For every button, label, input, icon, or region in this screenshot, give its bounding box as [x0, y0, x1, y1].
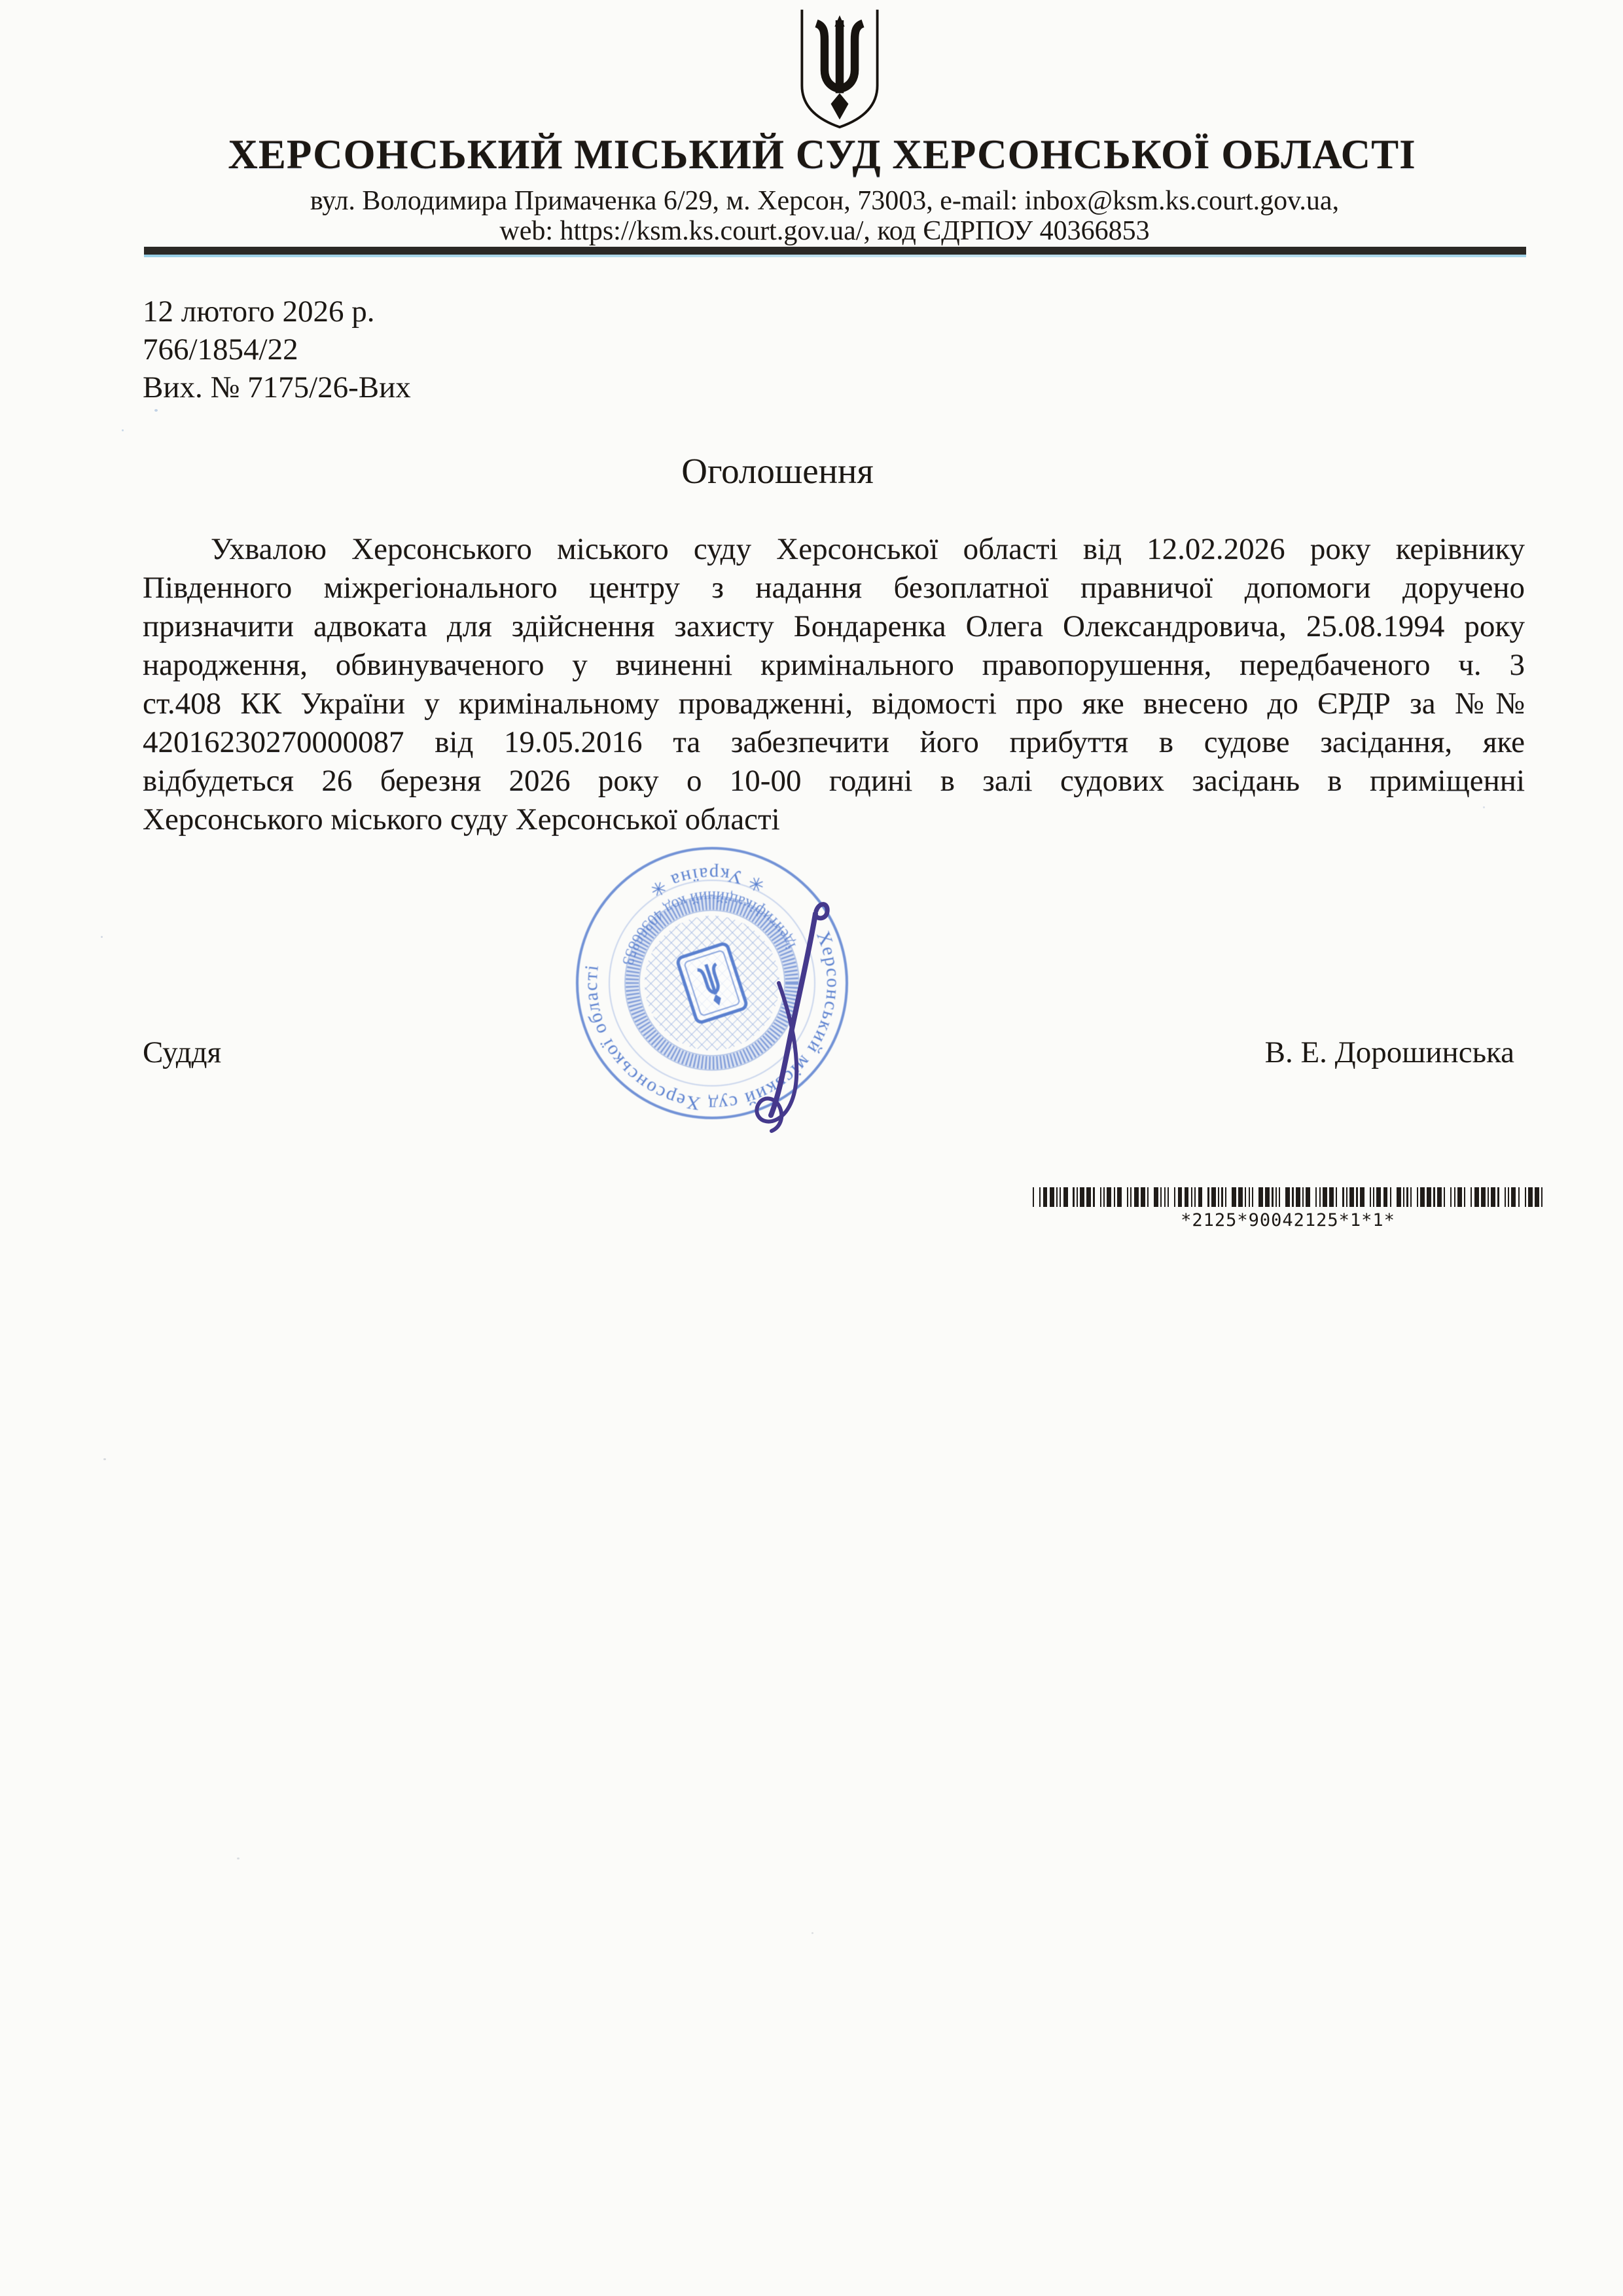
- announcement-paragraph: [143, 530, 1525, 839]
- scan-speckle: [154, 409, 158, 412]
- barcode-label: *2125*90042125*1*1*: [1181, 1210, 1395, 1230]
- body-line: народження, обвинуваченого у вчиненні кримінального правопорушення, передбаченого ч. 3: [143, 648, 1525, 682]
- body-line: Ухвалою Херсонського міського суду Херсонської області від 12.02.2026 року керівнику: [211, 532, 1525, 566]
- scan-speckle: [237, 1857, 240, 1859]
- body-line: 42016230270000087 від 19.05.2016 та забезпечити його прибуття в судове засідання, яке: [143, 725, 1525, 759]
- court-address-line: вул. Володимира Примаченка 6/29, м. Херсон, 73003, e-mail: inbox@ksm.ks.court.gov.ua,: [310, 186, 1340, 216]
- trident-emblem-icon: [788, 5, 891, 131]
- barcode: [1033, 1187, 1543, 1230]
- body-line: Південного міжрегіонального центру з надання безоплатної правничої допомоги доручено: [143, 571, 1525, 605]
- court-name: ХЕРСОНСЬКИЙ МІСЬКИЙ СУД ХЕРСОНСЬКОЇ ОБЛАСТІ: [228, 132, 1416, 177]
- body-line: відбудеться 26 березня 2026 року о 10-00 годині в залі судових засідань в приміщенні: [143, 764, 1525, 798]
- case-number: 766/1854/22: [143, 332, 298, 367]
- scan-speckle: [103, 1458, 106, 1460]
- reference-block: [143, 293, 411, 406]
- outgoing-number: Вих. № 7175/26-Вих: [143, 370, 411, 404]
- judge-signature: [681, 884, 864, 1139]
- stamp-outer-text: Херсонський міський суд Херсонської області: [580, 928, 844, 1115]
- document-date: 12 лютого 2026 р.: [143, 295, 375, 329]
- scan-speckle: [812, 1932, 813, 1934]
- court-web-line: web: https://ksm.ks.court.gov.ua/, код ЄДРПОУ 40366853: [499, 216, 1150, 246]
- judge-label: Суддя: [143, 1035, 222, 1069]
- scan-speckle: [101, 936, 103, 938]
- header-divider: [144, 247, 1526, 255]
- scan-speckle: [122, 429, 124, 431]
- judge-name: В. Е. Дорошинська: [1264, 1035, 1514, 1069]
- barcode-bars: [1033, 1187, 1543, 1207]
- body-line: призначити адвоката для здійснення захисту Бондаренка Олега Олександровича, 25.08.1994 року: [143, 609, 1525, 643]
- document-title: Оголошення: [681, 451, 874, 491]
- body-line: ст.408 КК України у кримінальному провадженні, відомості про яке внесено до ЄРДР за №№: [143, 687, 1525, 721]
- stamp-country-text: ✳ Україна ✳: [644, 863, 768, 903]
- stamp-inner-text: ідентифікаційний код 40366853: [618, 887, 800, 968]
- body-line: Херсонського міського суду Херсонської області: [143, 802, 780, 836]
